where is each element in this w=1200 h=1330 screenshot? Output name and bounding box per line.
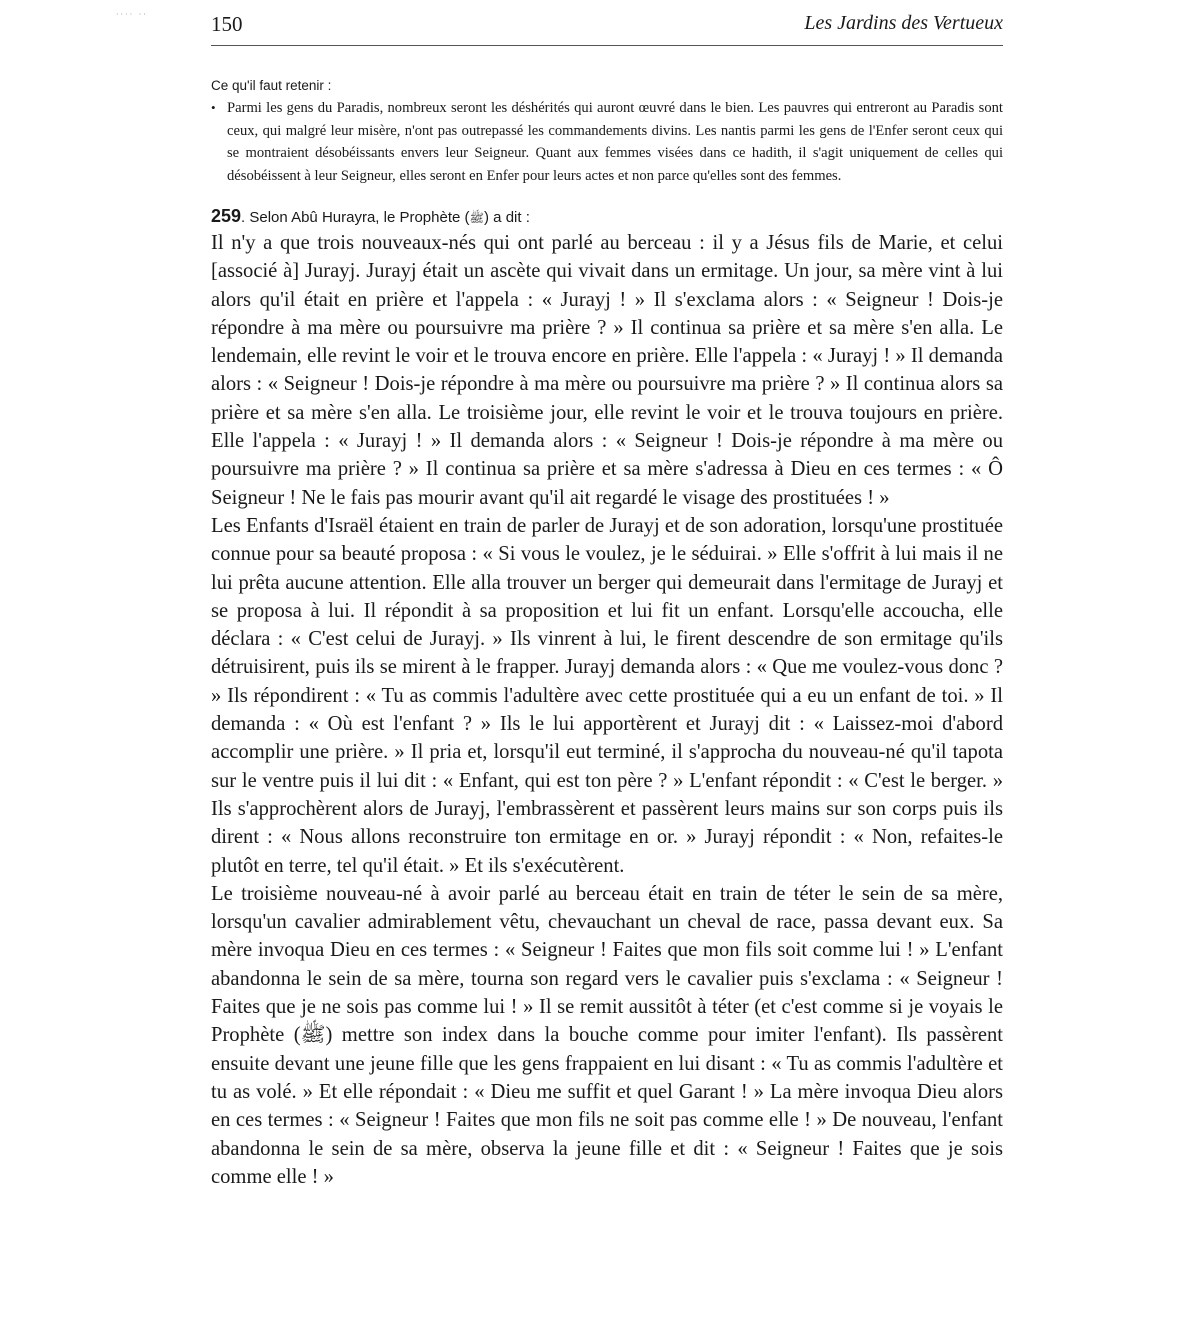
running-title: Les Jardins des Vertueux <box>804 12 1003 34</box>
hadith-paragraph-jurayj-mother: Il n'y a que trois nouveaux-nés qui ont parlé au berceau : il y a Jésus fils de Marie, et celui [associé à] Jurayj. Jurayj était un ascète qui vivait dans un ermitage. Un jour, sa mère vint à lui alors qu'il était en prière et l'appela : « Jurayj ! » Il s'exclama alors : « Seigneur ! Dois-je répondre à ma mère ou poursuivre ma prière ? » Il continua sa prière et sa mère s'en alla. Le lendemain, elle revint le voir et le trouva encore en prière. Elle l'appela : « Jurayj ! » Il demanda alors : « Seigneur ! Dois-je répondre à ma mère ou poursuivre ma prière ? » Il continua alors sa prière et sa mère s'en alla. Le troisième jour, elle revint le voir et le trouva toujours en prière. Elle l'appela : « Jurayj ! » Il demanda alors : « Seigneur ! Dois-je répondre à ma mère ou poursuivre ma prière ? » Il continua sa prière et sa mère s'adressa à Dieu en ces termes : « Ô Seigneur ! Ne le fais pas mourir avant qu'il ait regardé le visage des prostituées ! » <box>211 232 1003 509</box>
salutation-glyph-icon: ﷺ <box>469 211 485 225</box>
scan-artifact-mark: ···· ·· <box>116 10 148 19</box>
bullet-icon: • <box>211 100 216 115</box>
hadith-paragraph-third-newborn: Le troisième nouveau-né à avoir parlé au berceau était en train de téter le sein de sa mère, lorsqu'un cavalier admirablement vêtu, chevauchant un cheval de race, passa devant eux. Sa mère invoqua Dieu en ces termes : « Seigneur ! Faites que mon fils soit comme lui ! » L'enfant abandonna le sein de sa mère, tourna son regard vers le cavalier puis s'exclama : « Seigneur ! Faites que je ne sois pas comme lui ! » Il se remit aussitôt à téter (et c'est comme si je voyais le Prophète (ﷺ) mettre son index dans la bouche comme pour imiter l'enfant). Ils passèrent ensuite devant une jeune fille que les gens frappaient en lui disant : « Tu as commis l'adultère et tu as volé. » Et elle répondait : « Dieu me suffit et quel Garant ! » La mère invoqua Dieu alors en ces termes : « Seigneur ! Faites que mon fils ne soit pas comme elle ! » De nouveau, l'enfant abandonna le sein de sa mère, observa la jeune fille et dit : « Seigneur ! Faites que je sois comme elle ! » <box>211 882 1003 1188</box>
hadith-heading <box>211 206 1003 228</box>
book-page <box>211 0 1003 1191</box>
hadith-heading-suffix: ) a dit : <box>484 209 530 226</box>
hadith-paragraph-jurayj-accusation: Les Enfants d'Israël étaient en train de parler de Jurayj et de son adoration, lorsqu'une prostituée connue pour sa beauté proposa : « Si vous le voulez, je le séduirai. » Elle s'offrit à lui mais il ne lui prêta aucune attention. Elle alla trouver un berger qui demeurait dans l'ermitage de Jurayj et se proposa à lui. Il répondit à sa proposition et lui fit un enfant. Lorsqu'elle accoucha, elle déclara : « C'est celui de Jurayj. » Ils vinrent à lui, le firent descendre de son ermitage qu'ils détruisirent, puis ils se mirent à le frapper. Jurayj demanda alors : « Que me voulez-vous donc ? » Ils répondirent : « Tu as commis l'adultère avec cette prostituée qui a eu un enfant de toi. » Il demanda : « Où est l'enfant ? » Ils le lui apportèrent et Jurayj dit : « Laissez-moi d'abord accomplir une prière. » Il pria et, lorsqu'il eut terminé, il s'approcha du nouveau-né qu'il tapota sur le ventre puis il lui dit : « Enfant, qui est ton père ? » L'enfant répondit : « C'est le berger. » Ils s'approchèrent alors de Jurayj, l'embrassèrent et passèrent leurs mains sur son corps puis ils dirent : « Nous allons reconstruire ton ermitage en or. » Jurayj répondit : « Non, refaites-le plutôt en terre, tel qu'il était. » Et ils s'exécutèrent. <box>211 514 1003 877</box>
key-takeaway-item <box>211 97 1003 187</box>
page-header <box>211 0 1003 46</box>
hadith-number: 259 <box>211 206 242 226</box>
key-takeaways-title: Ce qu'il faut retenir : <box>211 78 332 93</box>
page-number: 150 <box>211 12 243 36</box>
key-takeaways-box <box>211 78 1003 187</box>
key-takeaway-text: Parmi les gens du Paradis, nombreux seront les déshérités qui auront œuvré dans le bien. Les pauvres qui entreront au Paradis sont ceux, qui malgré leur misère, n'ont pas outrepassé les commandements divins. Les nantis parmi les gens de l'Enfer seront ceux qui se montraient désobéissants envers leur Seigneur. Quant aux femmes visées dans ce hadith, il s'agit uniquement de celles qui désobéissent à leur Seigneur, elles seront en Enfer pour leurs actes et non parce qu'elles sont des femmes. <box>227 100 1003 184</box>
hadith-heading-text: . Selon Abû Hurayra, le Prophète ( <box>241 209 470 226</box>
hadith-section <box>211 206 1003 1191</box>
